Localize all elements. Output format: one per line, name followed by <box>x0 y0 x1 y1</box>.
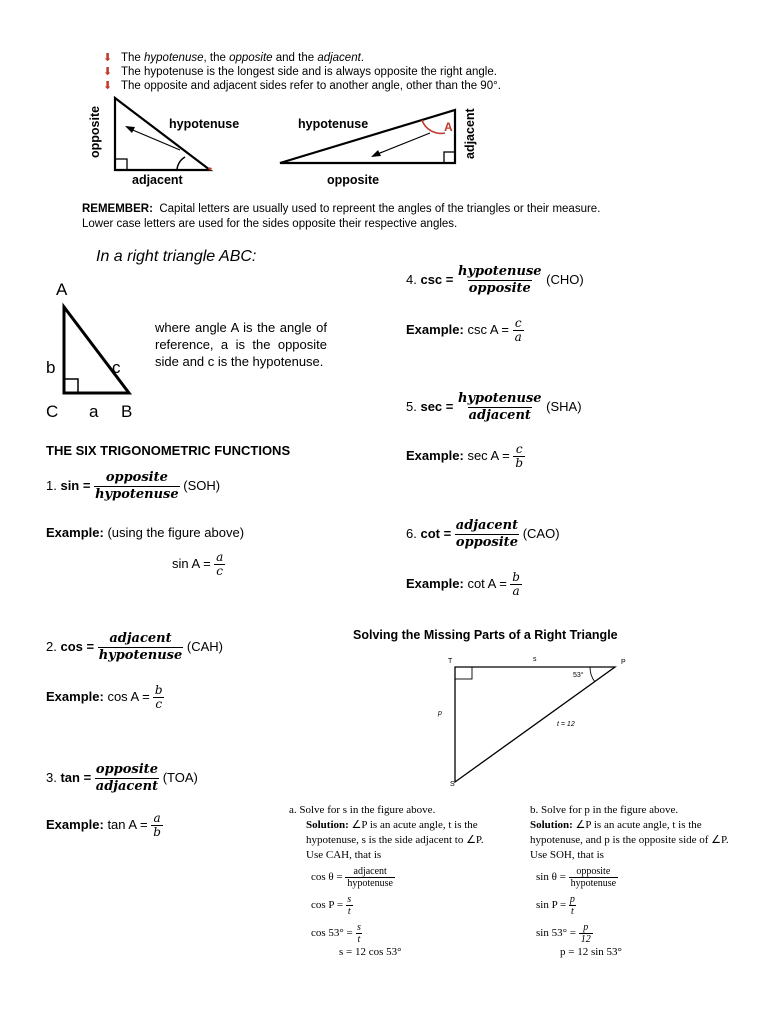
vertex-B: B <box>121 402 133 421</box>
solution-a: a. Solve for s in the figure above. Solution: ∠P is an acute angle, t is the hypotenuse, s is the side adjacent to ∠P. Use CAH, that is cos θ = adjacent hypotenuse cos P = $\frac{s}{t}$ cos 53° = $\frac{s}{t}$ s = 12 cos 53° <box>289 804 484 958</box>
fig3-vertex-T: T <box>448 658 453 665</box>
example-csc: Example: csc A = $\frac{c}{a}$ <box>406 316 522 344</box>
function-sec: 5. sec = $\frac{\text{hypotenuse}}{\text{adjacent}}$ (SHA) <box>406 391 582 423</box>
function-tan: 3. tan = $\frac{\text{opposite}}{\text{adjacent}}$ (TOA) <box>46 762 198 794</box>
fig3-side-t: t = 12 <box>557 721 575 728</box>
fig1-hypotenuse-label: hypotenuse <box>169 117 240 131</box>
fig1-adjacent-label: adjacent <box>132 173 183 187</box>
bullet-1: ⬇ The hypotenuse, the opposite and the adjacent. <box>103 52 364 64</box>
example-cot: Example: cot A = $\frac{b}{a}$ <box>406 570 520 598</box>
figure-triangle-2 <box>270 105 470 170</box>
fig1-opposite-label: opposite <box>88 105 102 158</box>
fig3-angle: 53° <box>573 672 584 679</box>
function-sin: 1. sin = $\frac{\text{opposite}}{\text{hypotenuse}}$ (SOH) <box>46 470 221 502</box>
intro-heading: In a right triangle ABC: <box>96 248 257 265</box>
vertex-C: C <box>46 402 59 421</box>
figure-triangle-tps <box>440 655 640 790</box>
svg-text:A: A <box>444 120 453 134</box>
solving-title: Solving the Missing Parts of a Right Triangle <box>353 628 618 642</box>
fig3-vertex-S: S <box>450 781 455 788</box>
bullet-arrow-icon: ⬇ <box>103 80 113 92</box>
function-cos: 2. cos = $\frac{\text{adjacent}}{\text{hypotenuse}}$ (CAH) <box>46 631 223 663</box>
fig2-hypotenuse-label: hypotenuse <box>298 117 369 131</box>
section-title: THE SIX TRIGONOMETRIC FUNCTIONS <box>46 443 291 458</box>
fig3-side-p: p <box>438 710 442 717</box>
solution-b: b. Solve for p in the figure above. Solution: ∠P is an acute angle, t is the hypotenuse, and p is the opposite side of ∠P. Use SOH, that is sin θ = opposite hypotenuse sin P = $\frac{p}{t}$ sin 53° = $\frac{p}{12}$ p = 12 sin 53° <box>530 804 729 958</box>
example-sin-note: Example: (using the figure above) <box>46 525 245 540</box>
bullet-arrow-icon: ⬇ <box>103 52 113 64</box>
example-sec: Example: sec A = $\frac{c}{b}$ <box>406 442 524 470</box>
bullet-2: ⬇ The hypotenuse is the longest side and is always opposite the right angle. <box>103 66 497 78</box>
fig3-vertex-P: P <box>621 659 626 666</box>
example-cos: Example: cos A = $\frac{b}{c}$ <box>46 683 163 711</box>
side-c: c <box>112 358 121 377</box>
bullet-arrow-icon: ⬇ <box>103 66 113 78</box>
function-cot: 6. cot = $\frac{\text{adjacent}}{\text{opposite}}$ (CAO) <box>406 518 560 550</box>
fig2-adjacent-label: adjacent <box>463 108 477 159</box>
example-sin: sin A = $\frac{a}{c}$ <box>172 550 224 578</box>
remember-note: REMEMBER: Capital letters are usually used to repreent the angles of the triangles or their measure. Lower case letters are used for the sides opposite their respective angles. <box>82 203 601 230</box>
vertex-A: A <box>56 280 68 299</box>
fig3-side-s: s <box>533 656 537 663</box>
example-tan: Example: tan A = $\frac{a}{b}$ <box>46 811 161 839</box>
function-csc: 4. csc = $\frac{\text{hypotenuse}}{\text{opposite}}$ (CHO) <box>406 264 584 296</box>
side-a: a <box>89 402 99 421</box>
triangle-description: where angle A is the angle of reference, a is the opposite side and c is the hypotenuse. <box>155 320 327 369</box>
fig2-opposite-label: opposite <box>327 173 380 187</box>
svg-text:*: * <box>208 166 212 177</box>
bullet-3: ⬇ The opposite and adjacent sides refer to another angle, other than the 90°. <box>103 80 501 92</box>
side-b: b <box>46 358 56 377</box>
